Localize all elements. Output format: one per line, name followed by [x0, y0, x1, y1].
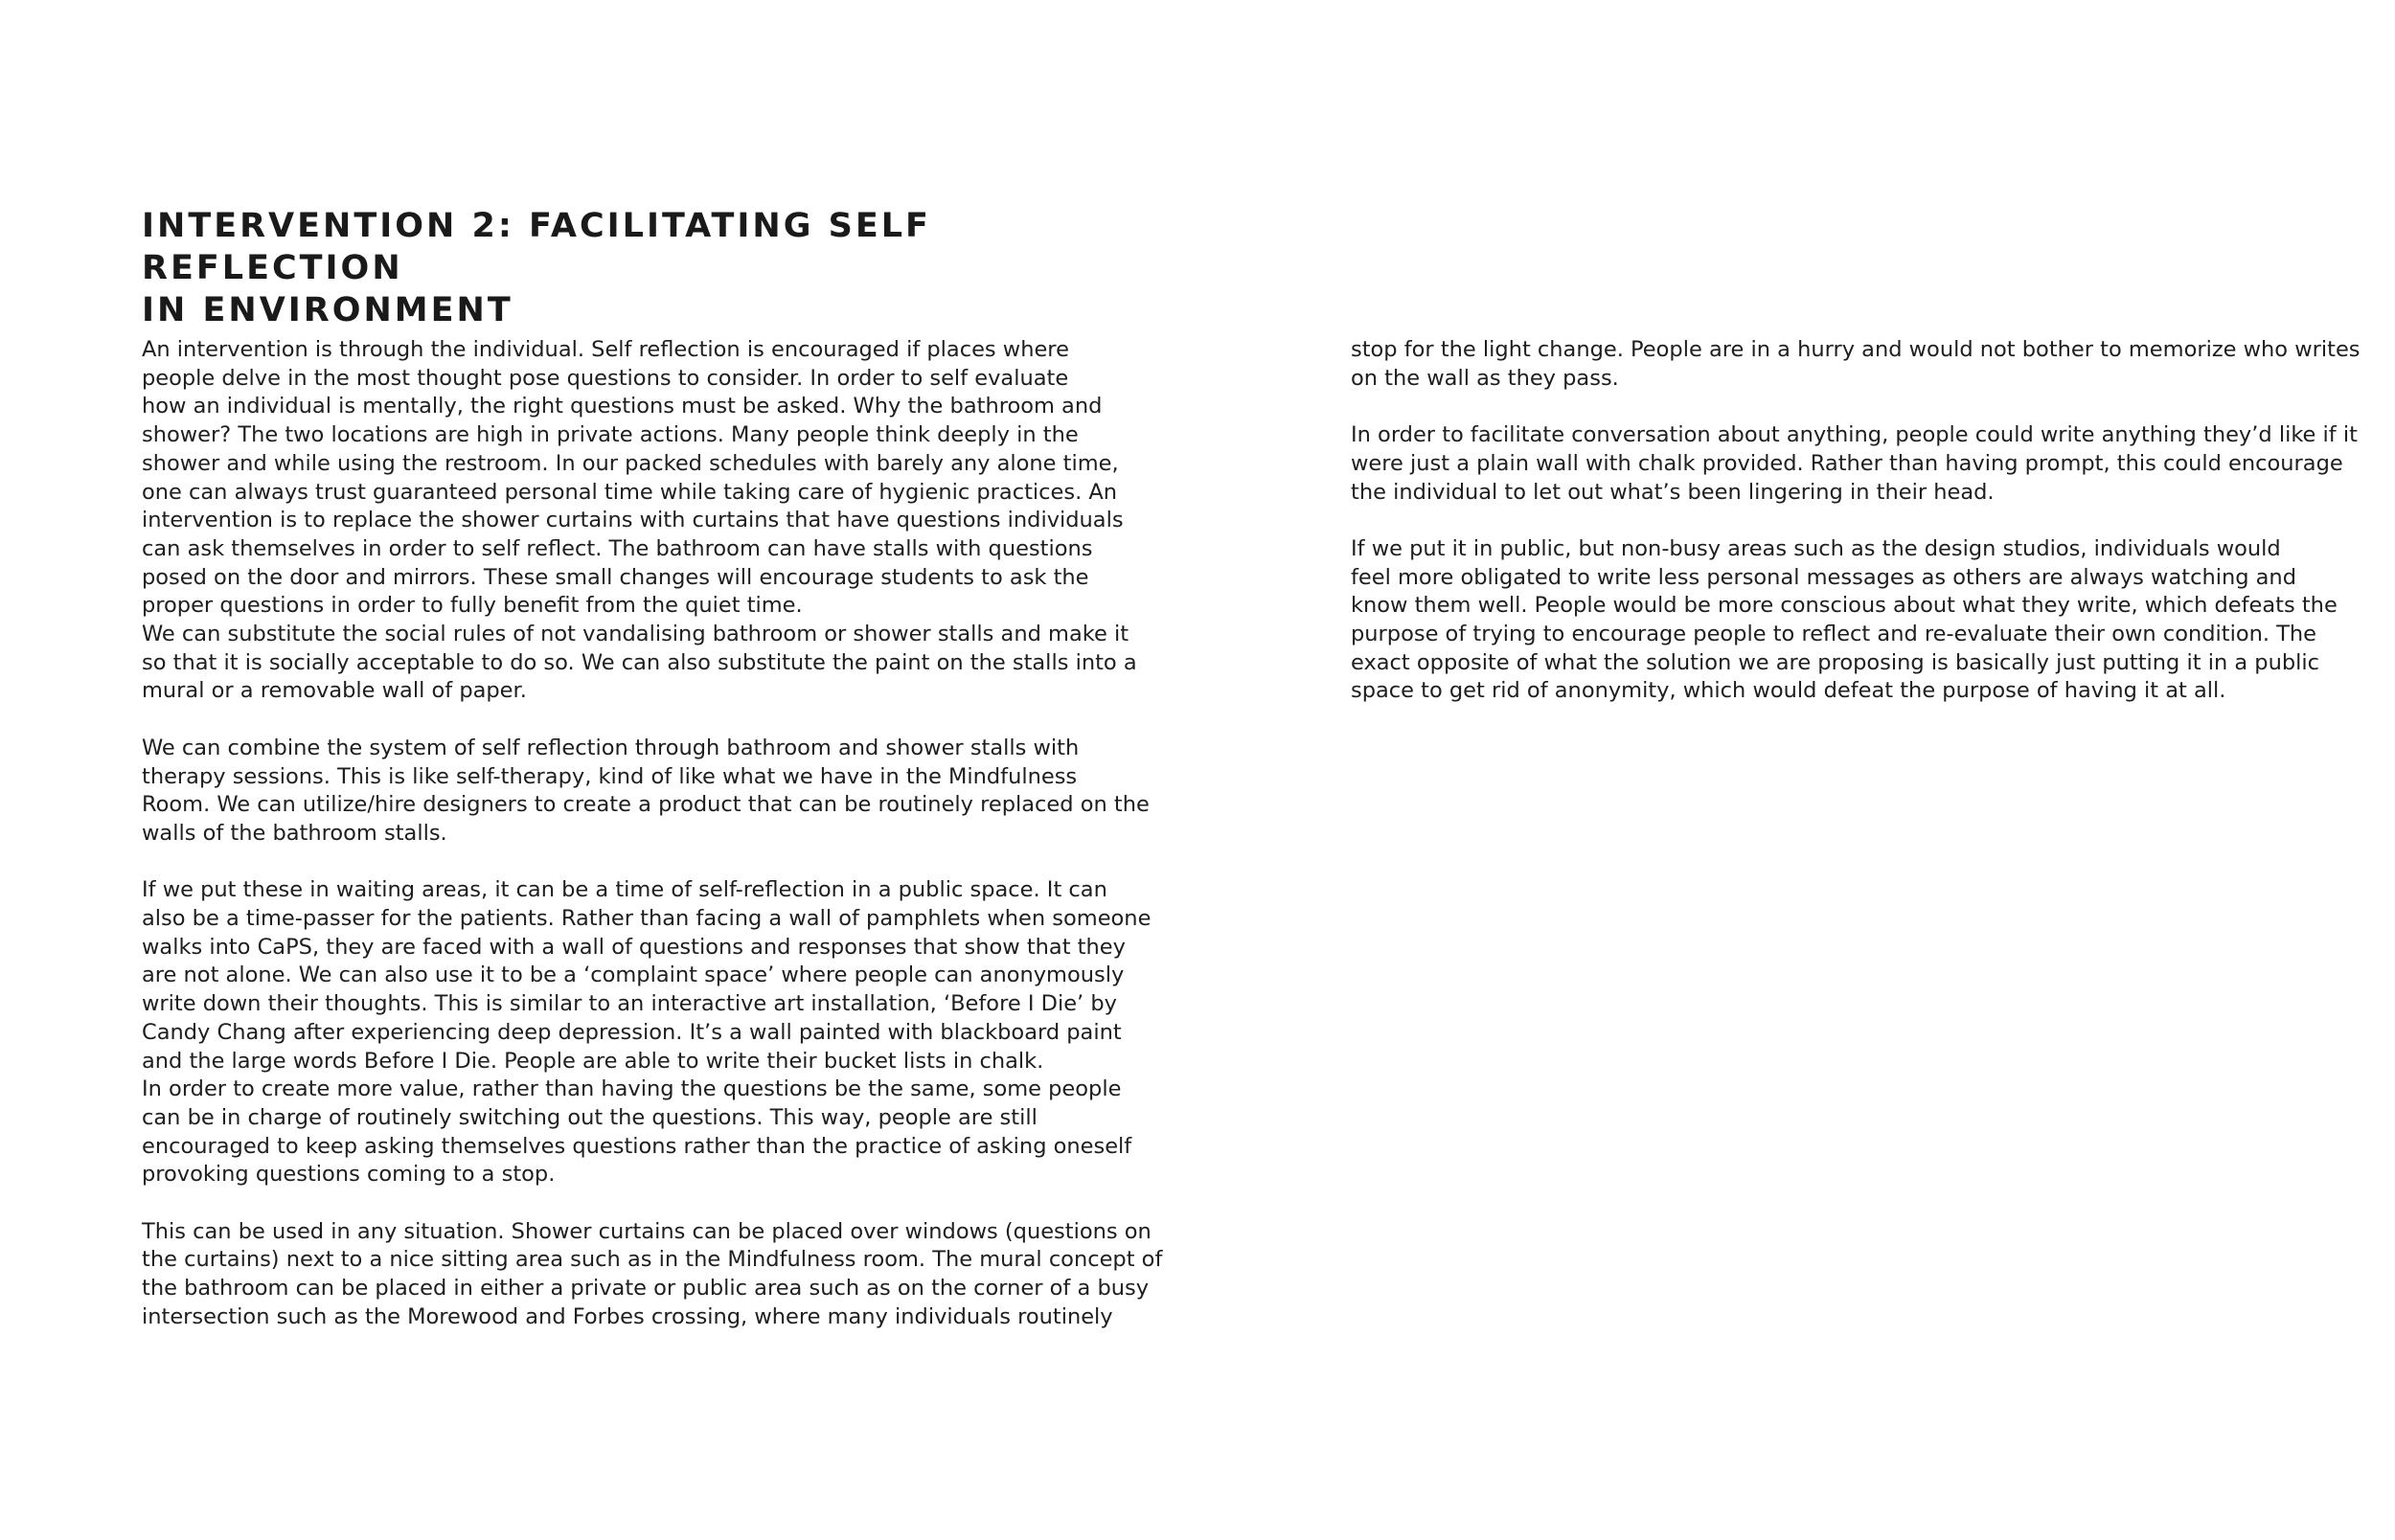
text-line: also be a time-passer for the patients. Rather than facing a wall of pamphlets when someone [142, 906, 1152, 932]
text-line: An intervention is through the individual. Self reflection is encouraged if places where [142, 337, 1069, 362]
text-line: on the wall as they pass. [1351, 365, 1619, 391]
paragraph [142, 336, 1137, 706]
text-line: are not alone. We can also use it to be a ‘complaint space’ where people can anonymously [142, 962, 1125, 988]
text-line: people delve in the most thought pose questions to consider. In order to self evaluate [142, 365, 1069, 391]
text-line: write down their thoughts. This is similar to an interactive art installation, ‘Before I Die’ by [142, 991, 1117, 1017]
text-line: the bathroom can be placed in either a private or public area such as on the corner of a busy [142, 1276, 1150, 1302]
text-line: If we put it in public, but non-busy areas such as the design studios, individuals would [1351, 535, 2281, 561]
text-line: Room. We can utilize/hire designers to create a product that can be routinely replaced on the [142, 792, 1150, 818]
page-title [142, 205, 1100, 331]
text-line: so that it is socially acceptable to do so. We can also substitute the paint on the stalls into a [142, 649, 1137, 675]
text-line: If we put these in waiting areas, it can be a time of self-reflection in a public space. It can [142, 877, 1107, 903]
text-line: can ask themselves in order to self reflect. The bathroom can have stalls with questions [142, 535, 1093, 561]
page-title-line-2: IN ENVIRONMENT [142, 291, 513, 329]
paragraph [142, 1218, 1163, 1332]
text-line: the curtains) next to a nice sitting area such as in the Mindfulness room. The mural concept of [142, 1247, 1163, 1273]
text-line: and the large words Before I Die. People are able to write their bucket lists in chalk. [142, 1048, 1044, 1074]
text-line: proper questions in order to fully benefit from the quiet time. [142, 593, 803, 619]
text-line: exact opposite of what the solution we are proposing is basically just putting it in a public [1351, 649, 2319, 675]
text-line: one can always trust guaranteed personal time while taking care of hygienic practices. An [142, 479, 1118, 505]
text-line: purpose of trying to encourage people to reflect and re-evaluate their own condition. The [1351, 622, 2317, 646]
text-line: can be in charge of routinely switching out the questions. This way, people are still [142, 1104, 1038, 1130]
text-line: walls of the bathroom stalls. [142, 820, 447, 846]
text-line: This can be used in any situation. Shower curtains can be placed over windows (questions on [142, 1218, 1152, 1244]
text-line: stop for the light change. People are in a hurry and would not bother to memorize who writes [1351, 337, 2361, 362]
right-text-column [1351, 336, 2361, 735]
text-line: Candy Chang after experiencing deep depression. It’s a wall painted with blackboard paint [142, 1019, 1122, 1045]
text-line: intervention is to replace the shower curtains with curtains that have questions individuals [142, 508, 1124, 533]
text-line: walks into CaPS, they are faced with a wall of questions and responses that show that they [142, 934, 1126, 960]
text-line: how an individual is mentally, the right questions must be asked. Why the bathroom and [142, 394, 1103, 419]
paragraph [1351, 421, 2358, 507]
text-line: In order to facilitate conversation about anything, people could write anything they’d like if it [1351, 422, 2358, 448]
text-line: shower and while using the restroom. In our packed schedules with barely any alone time, [142, 450, 1119, 476]
text-line: space to get rid of anonymity, which would defeat the purpose of having it at all. [1351, 678, 2226, 704]
text-line: the individual to let out what’s been lingering in their head. [1351, 479, 1995, 505]
text-line: know them well. People would be more conscious about what they write, which defeats the [1351, 593, 2338, 619]
text-line: shower? The two locations are high in private actions. Many people think deeply in the [142, 422, 1079, 448]
text-line: encouraged to keep asking themselves questions rather than the practice of asking oneself [142, 1133, 1132, 1159]
text-line: We can combine the system of self reflection through bathroom and shower stalls with [142, 735, 1080, 760]
text-line: mural or a removable wall of paper. [142, 678, 527, 704]
text-line: were just a plain wall with chalk provided. Rather than having prompt, this could encourage [1351, 450, 2343, 476]
text-line: We can substitute the social rules of not vandalising bathroom or shower stalls and make it [142, 622, 1129, 647]
text-line: feel more obligated to write less personal messages as others are always watching and [1351, 564, 2296, 590]
paragraph [1351, 336, 2361, 393]
text-line: therapy sessions. This is like self-therapy, kind of like what we have in the Mindfulness [142, 763, 1078, 789]
text-line: posed on the door and mirrors. These small changes will encourage students to ask the [142, 564, 1089, 590]
paragraph [142, 735, 1150, 849]
page-title-line-1: INTERVENTION 2: FACILITATING SELF REFLECTION [142, 207, 931, 287]
paragraph [142, 876, 1152, 1189]
left-text-column [142, 336, 1163, 1360]
text-line: In order to create more value, rather than having the questions be the same, some people [142, 1076, 1122, 1102]
text-line: intersection such as the Morewood and Forbes crossing, where many individuals routinely [142, 1303, 1113, 1329]
text-line: provoking questions coming to a stop. [142, 1162, 556, 1188]
paragraph [1351, 535, 2338, 706]
